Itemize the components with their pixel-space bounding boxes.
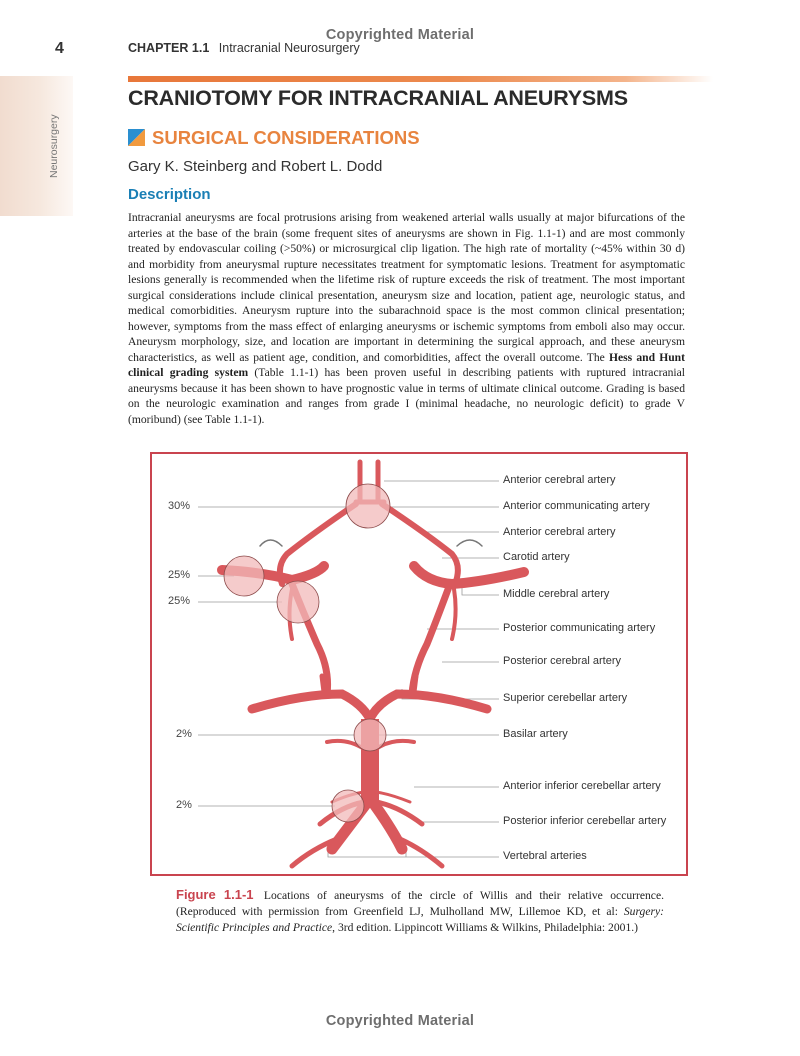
aneurysm-acomm [346,484,390,528]
title-rule [128,76,713,82]
label-middle-cerebral-artery: Middle cerebral artery [503,588,610,600]
running-header [128,41,360,55]
label-carotid-artery: Carotid artery [503,551,570,563]
page-title: CRANIOTOMY FOR INTRACRANIAL ANEURYSMS [128,86,628,110]
aneurysm-mca [224,556,264,596]
aneurysm-pica [332,790,364,822]
subheading-description: Description [128,186,211,203]
label-posterior-cerebral-artery: Posterior cerebral artery [503,655,621,667]
aneurysm-pcomm [277,581,319,623]
caption-italic-title: Surgery: Scientific Principles and Practice [176,905,664,934]
label-anterior-inferior-cerebellar-artery: Anterior inferior cerebellar artery [503,780,661,792]
side-tab-label: Neurosurgery [48,114,60,178]
label-posterior-communicating-artery: Posterior communicating artery [503,622,656,634]
chapter-label: CHAPTER 1.1 [128,41,210,55]
figure-number: Figure 1.1-1 [176,887,254,902]
label-anterior-cerebral-artery-2: Anterior cerebral artery [503,526,616,538]
side-tab [0,76,73,216]
page-number: 4 [55,40,64,57]
label-superior-cerebellar-artery: Superior cerebellar artery [503,692,628,704]
caption-text-1: Locations of aneurysms of the circle of Willis and their relative occurrence. (Reproduced with permission from Greenfield LJ, Mulholland MW, Lillemoe KD, et al: [176,889,664,918]
body-text-bold: Hess and Hunt clinical grading system [128,350,685,379]
section-title: SURGICAL CONSIDERATIONS [152,127,420,148]
pct-pcomm: 25% [168,595,191,607]
pct-basilar: 2% [176,728,192,740]
body-text-part2: (Table 1.1-1) has been proven useful in describing patients with ruptured intracranial aneurysms because it has been shown to have prognostic value in terms of ultimate clinical outcome. Grading is based on the neurologic examination and ranges from grade I (minimal headache, no neurologic deficit) to grade V (moribund) (see Table 1.1-1). [128,366,685,426]
label-anterior-communicating-artery: Anterior communicating artery [503,500,650,512]
label-anterior-cerebral-artery: Anterior cerebral artery [503,474,616,486]
chapter-title: Intracranial Neurosurgery [218,41,360,55]
aneurysm-basilar [354,719,386,751]
body-text-part1: Intracranial aneurysms are focal protrusions arising from weakened arterial walls usually at major bifurcations of the arteries at the base of the brain (some frequent sites of aneurysms are shown in Fig. 1.1-1) and are most commonly treated by endovascular coiling (>50%) or microsurgical clip ligation. The high rate of mortality (~45% within 30 d) and morbidity from aneurysmal rupture necessitates treatment for symptomatic lesions. Treatment for asymptomatic lesions generally is recommended when the lifetime risk of rupture exceeds the risk of treatment. The most important surgical considerations include clinical presentation, aneurysm size and location, patient age, neurologic status, and medical comorbidities. Aneurysm rupture into the subarachnoid space is the most common clinical presentation; however, symptoms from the mass effect of enlarging aneurysms or ischemic symptoms from emboli also may occur. Aneurysm morphology, size, and location are important in determining the surgical approach, and these aneurysm characteristics, as well as patient age, condition, and comorbidities, affect the overall outcome. The [128,211,685,364]
label-basilar-artery: Basilar artery [503,728,568,740]
figure-caption [176,887,664,936]
body-paragraph [128,210,685,427]
pct-pica: 2% [176,799,192,811]
copyright-watermark-bottom: Copyrighted Material [325,1013,475,1029]
pct-acomm: 30% [168,500,191,512]
copyright-watermark-top: Copyrighted Material [325,27,475,43]
authors: Gary K. Steinberg and Robert L. Dodd [128,158,383,175]
pct-mca: 25% [168,569,191,581]
label-posterior-inferior-cerebellar-artery: Posterior inferior cerebellar artery [503,815,667,827]
caption-text-2: , 3rd edition. Lippincott Williams & Wilkins, Philadelphia: 2001.) [332,921,639,934]
section-marker-icon [128,129,145,146]
figure-circle-of-willis [150,452,688,876]
label-vertebral-arteries: Vertebral arteries [503,850,587,862]
